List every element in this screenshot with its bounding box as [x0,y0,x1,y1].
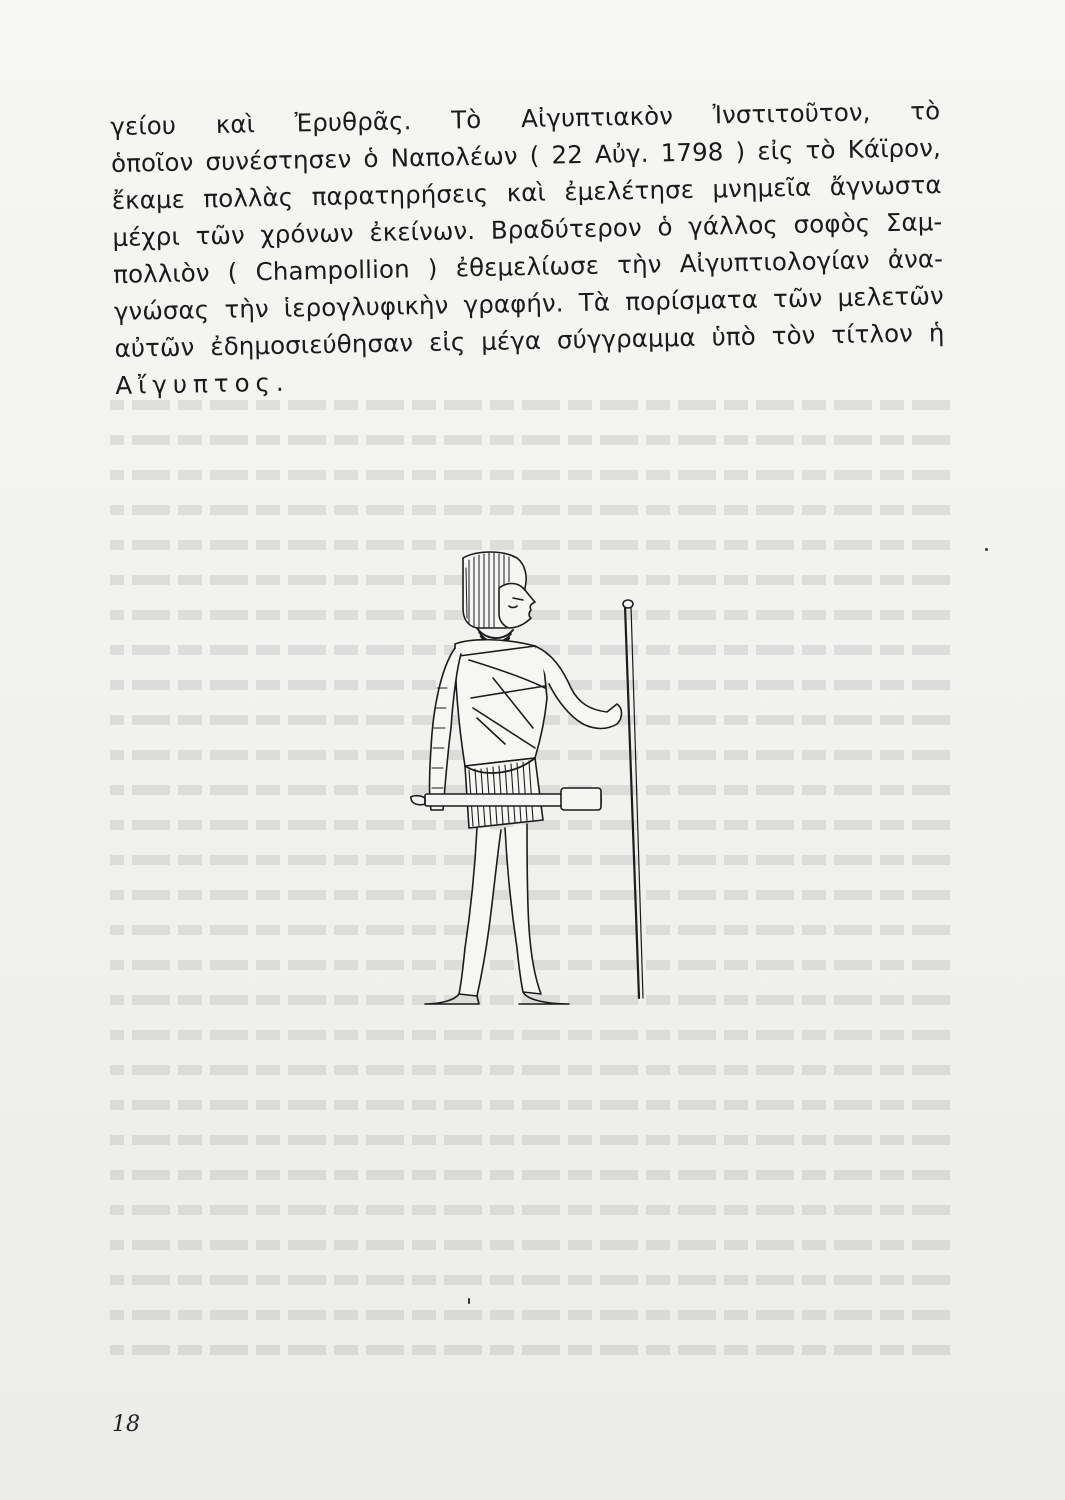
text-line: πολλιὸν ( Champollion ) ἐθεμελίωσε τὴν Αἰγυπτιολογίαν ἀνα- [112,244,944,289]
text-line: ὁποῖον συνέστησεν ὁ Ναπολέων ( 22 Αὐγ. 1798 ) εἰς τὸ Κάϊρον, [110,133,942,178]
text-line: αὐτῶν ἐδημοσιεύθησαν εἰς μέγα σύγγραμμα ὑπὸ τὸν τίτλον ἡ [114,318,945,363]
text-line: Αἴγυπτος. [115,367,290,400]
egyptian-figure-illustration [385,548,645,1010]
page-number: 18 [112,1412,140,1437]
body-text [110,92,946,404]
text-line: γείου καὶ Ἐρυθρᾶς. Τὸ Αἰγυπτιακὸν Ἰνστιτοῦτον, τὸ [110,96,941,141]
text-line: γνώσας τὴν ἱερογλυφικὴν γραφήν. Τὰ πορίσματα τῶν μελετῶν [113,281,945,326]
speck [468,1298,470,1304]
speck [985,548,988,551]
text-line: μέχρι τῶν χρόνων ἐκείνων. Βραδύτερον ὁ γάλλος σοφὸς Σαμ- [112,207,943,252]
text-line: ἔκαμε πολλὰς παρατηρήσεις καὶ ἐμελέτησε μνημεῖα ἄγνωστα [111,170,942,215]
